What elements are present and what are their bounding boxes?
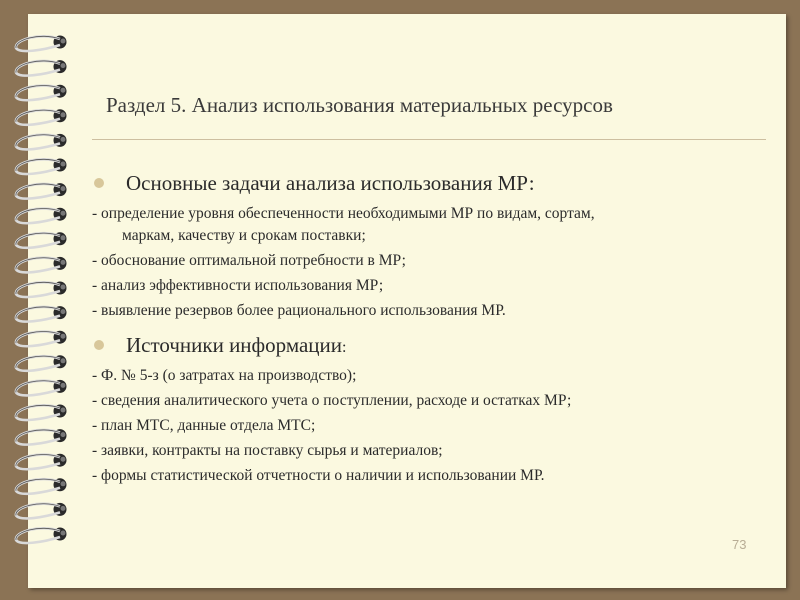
bullet-dot-icon bbox=[94, 178, 104, 188]
title-divider bbox=[92, 139, 766, 140]
list-item bbox=[92, 365, 772, 387]
list-item bbox=[92, 203, 772, 247]
spiral-ring-icon bbox=[16, 36, 67, 52]
spiral-ring-icon bbox=[16, 528, 67, 544]
item-text: - план МТС, данные отдела МТС; bbox=[92, 417, 316, 434]
page-number: 73 bbox=[732, 537, 747, 552]
list-item bbox=[92, 415, 772, 437]
slide-content bbox=[92, 166, 772, 487]
spiral-ring-icon bbox=[16, 109, 67, 125]
spiral-ring-icon bbox=[16, 405, 67, 421]
spiral-ring-icon bbox=[16, 159, 67, 175]
item-text: - анализ эффективности использования МР; bbox=[92, 277, 384, 294]
item-text: - Ф. № 5-з (о затратах на производство); bbox=[92, 367, 357, 384]
section-tasks bbox=[92, 166, 772, 322]
spiral-ring-icon bbox=[16, 454, 67, 470]
spiral-ring-icon bbox=[16, 380, 67, 396]
spiral-ring-icon bbox=[16, 208, 67, 224]
spiral-ring-icon bbox=[16, 282, 67, 298]
item-text: - определение уровня обеспеченности необходимыми МР по видам, сортам, bbox=[92, 205, 595, 222]
slide-title: Раздел 5. Анализ использования материальных ресурсов bbox=[106, 93, 613, 117]
spiral-ring-icon bbox=[16, 478, 67, 494]
list-item bbox=[92, 465, 772, 487]
list-item bbox=[92, 275, 772, 297]
item-text: - выявление резервов более рационального использования МР. bbox=[92, 302, 506, 319]
item-text: - формы статистической отчетности о наличии и использовании МР. bbox=[92, 467, 545, 484]
spiral-ring-icon bbox=[16, 183, 67, 199]
list-item bbox=[92, 440, 772, 462]
heading-text: Источники информации bbox=[126, 333, 343, 357]
spiral-ring-icon bbox=[16, 134, 67, 150]
item-text: - сведения аналитического учета о поступлении, расходе и остатках МР; bbox=[92, 392, 572, 409]
spiral-ring-icon bbox=[16, 85, 67, 101]
item-text: - обоснование оптимальной потребности в МР; bbox=[92, 252, 406, 269]
item-continuation: маркам, качеству и срокам поставки; bbox=[122, 227, 366, 244]
list-item bbox=[92, 390, 772, 412]
list-item bbox=[92, 250, 772, 272]
section-heading bbox=[92, 328, 772, 362]
spiral-ring-icon bbox=[16, 60, 67, 76]
spiral-ring-icon bbox=[16, 331, 67, 347]
list-item bbox=[92, 300, 772, 322]
section-sources bbox=[92, 328, 772, 487]
heading-text: Основные задачи анализа использования МР: bbox=[126, 171, 535, 195]
spiral-binding bbox=[0, 0, 90, 600]
spiral-ring-icon bbox=[16, 257, 67, 273]
bullet-dot-icon bbox=[94, 340, 104, 350]
spiral-ring-icon bbox=[16, 503, 67, 519]
item-text: - заявки, контракты на поставку сырья и материалов; bbox=[92, 442, 443, 459]
spiral-ring-icon bbox=[16, 306, 67, 322]
spiral-ring-icon bbox=[16, 429, 67, 445]
heading-suffix: : bbox=[342, 339, 347, 356]
spiral-ring-icon bbox=[16, 232, 67, 248]
section-heading bbox=[92, 166, 772, 200]
spiral-ring-icon bbox=[16, 355, 67, 371]
